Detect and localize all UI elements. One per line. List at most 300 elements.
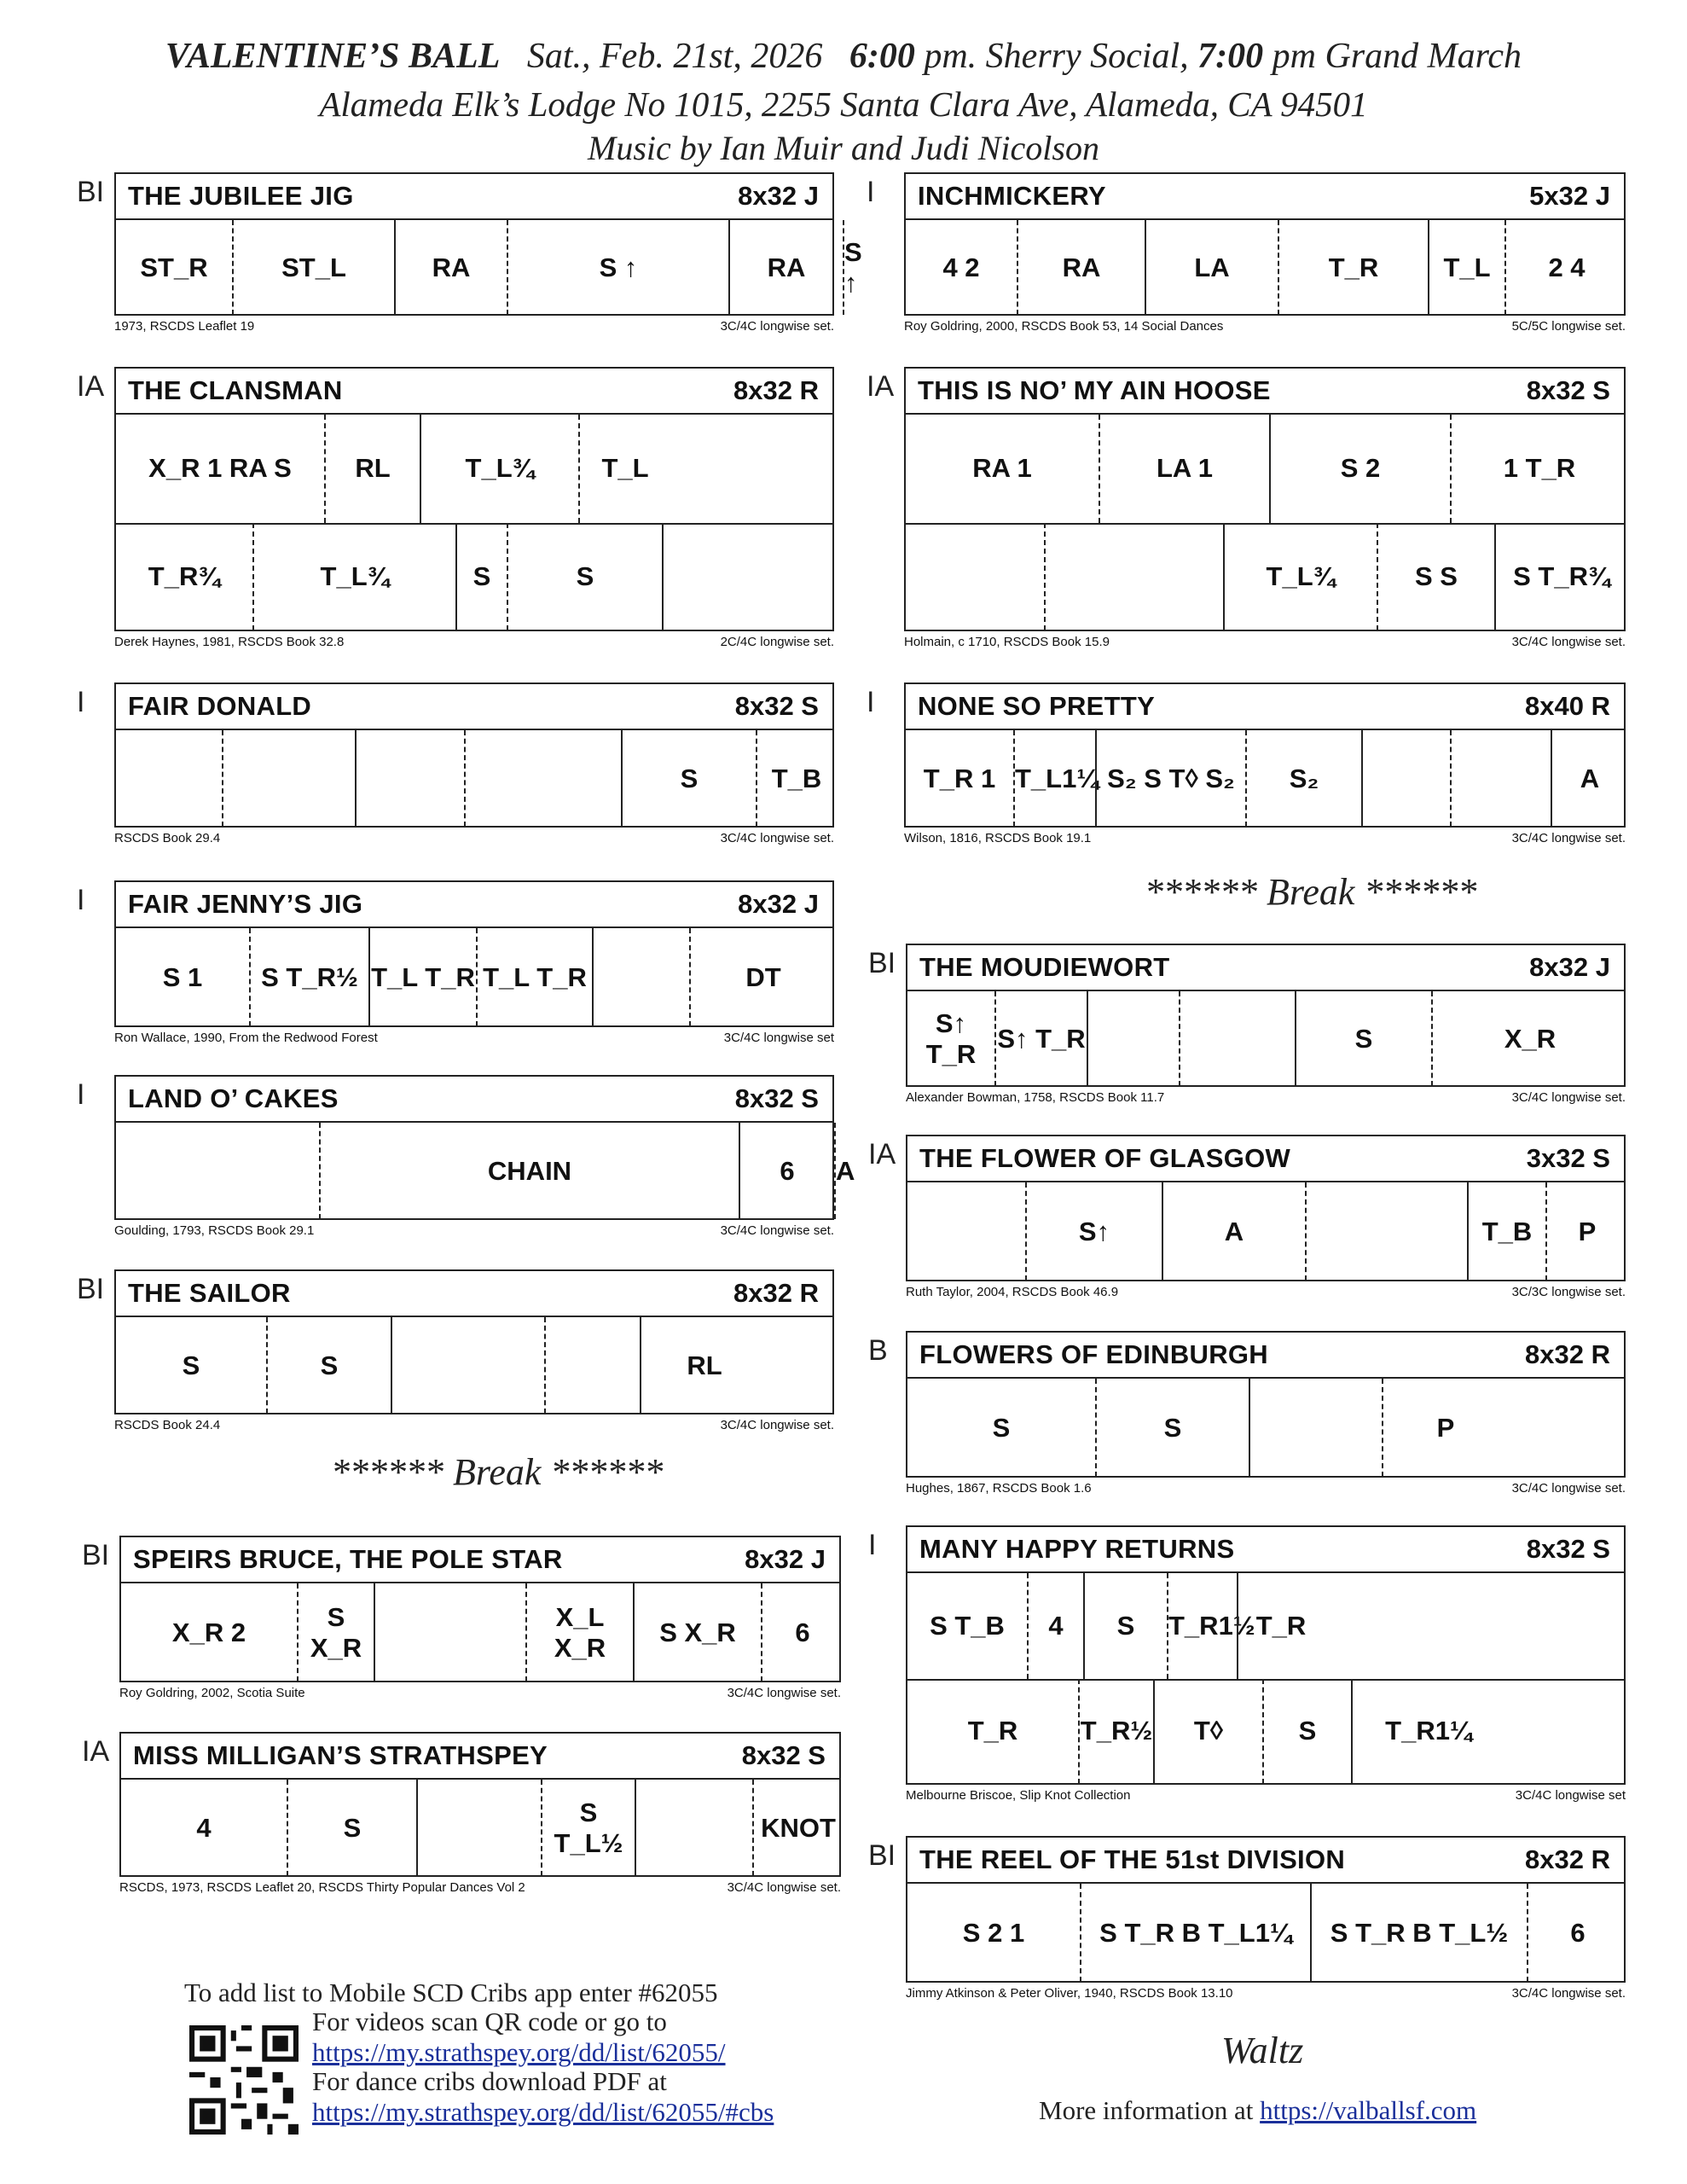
figure-cell [994, 991, 1087, 1086]
figure-symbol: RL [355, 453, 391, 484]
figure-cell [1025, 1182, 1162, 1281]
figure-row [116, 928, 832, 1026]
figure-cell [739, 1123, 834, 1219]
dance-card [868, 1836, 1626, 2003]
figure-cell [222, 730, 355, 827]
dance-formation: 8x32 R [1525, 1339, 1610, 1369]
figure-cell [297, 1583, 374, 1682]
dance-card [868, 1331, 1626, 1498]
dance-credit: Roy Goldring, 2000, RSCDS Book 53, 14 Social Dances [904, 319, 1224, 334]
dance-type-code: I [77, 686, 85, 718]
dance-formation: 8x32 S [1526, 1534, 1610, 1564]
figure-symbol: S [1116, 1610, 1135, 1641]
figure-cell [689, 928, 836, 1026]
figure-row [907, 1573, 1624, 1679]
figure-cell [906, 415, 1099, 523]
figure-row [116, 1123, 855, 1219]
figure-cell [525, 1583, 633, 1682]
event-music: Music by Ian Muir and Judi Nicolson [588, 129, 1099, 167]
dance-box [119, 1732, 841, 1877]
figure-symbol: S T_R B T_L1¼ [1099, 1917, 1292, 1948]
figure-symbol: 2 4 [1548, 252, 1586, 282]
dance-box [114, 880, 834, 1027]
dance-credit: Jimmy Atkinson & Peter Oliver, 1940, RSCDS Book 13.10 [906, 1986, 1233, 2001]
more-info [1039, 2095, 1476, 2126]
figure-symbol: CHAIN [487, 1155, 572, 1186]
dance-formation: 8x32 R [733, 375, 819, 405]
dance-credit: RSCDS Book 29.4 [114, 831, 221, 845]
figure-symbol: 4 [1048, 1610, 1064, 1641]
figure-cell [1162, 1182, 1305, 1281]
figure-cell [1351, 1679, 1504, 1785]
figure-symbol: T_R [1255, 1610, 1307, 1641]
dance-type-code: IA [867, 370, 895, 403]
figure-symbol: T_B [1481, 1216, 1533, 1246]
figure-cell [116, 415, 324, 523]
figure-symbol: X_R 2 [171, 1617, 246, 1647]
figure-symbol: S T_B [930, 1610, 1005, 1641]
dance-title: THIS IS NO’ MY AIN HOOSE [918, 375, 1271, 405]
cribs-instruction: For dance cribs download PDF at [312, 2066, 667, 2096]
figure-symbol: X_L X_R [554, 1601, 606, 1663]
dance-box [906, 1331, 1626, 1478]
figure-cell [1450, 415, 1627, 523]
dance-formation: 8x40 R [1525, 691, 1610, 721]
figure-cell [394, 220, 507, 315]
dance-card [77, 1269, 834, 1435]
figure-row [906, 415, 1624, 523]
dance-type-code: BI [82, 1539, 110, 1571]
set-type: 3C/4C longwise set [1515, 1788, 1626, 1803]
figure-cell [906, 730, 1013, 827]
figure-symbol: LA [1194, 252, 1230, 282]
figure-cell [1095, 1379, 1249, 1477]
dance-formation: 3x32 S [1526, 1143, 1610, 1173]
dance-box [114, 367, 834, 631]
figure-cell [116, 1123, 319, 1219]
figure-symbol: S↑ T_R [997, 1023, 1086, 1054]
dance-box [114, 682, 834, 828]
figure-symbol: T_L [1443, 252, 1491, 282]
figure-row [907, 1679, 1624, 1785]
dance-card [77, 172, 862, 336]
figure-cell [1527, 1884, 1627, 1982]
figure-cell [907, 1379, 1095, 1477]
figure-cell [907, 1182, 1025, 1281]
figure-cell [1249, 1379, 1382, 1477]
figure-symbol: S X_R [659, 1617, 736, 1647]
figure-row [906, 730, 1624, 827]
figure-cell [1078, 1679, 1153, 1785]
figure-cell [1361, 730, 1450, 827]
figure-cell [1237, 1573, 1324, 1679]
figure-cell [1467, 1182, 1545, 1281]
dance-card [868, 944, 1626, 1107]
figure-cell [1080, 1884, 1310, 1982]
dance-title: NONE SO PRETTY [918, 691, 1156, 721]
figure-cell [1087, 991, 1179, 1086]
dance-formation: 8x32 R [1525, 1844, 1610, 1874]
figure-symbol: S X_R [310, 1601, 362, 1663]
figure-cell [374, 1583, 525, 1682]
dance-type-code: I [77, 884, 85, 916]
figure-symbol: A [1224, 1216, 1244, 1246]
figure-row [906, 523, 1624, 631]
dance-card [867, 367, 1626, 652]
dance-type-code: IA [82, 1735, 110, 1768]
dance-credit: Hughes, 1867, RSCDS Book 1.6 [906, 1481, 1092, 1496]
dance-formation: 8x32 R [733, 1278, 819, 1308]
qr-code[interactable] [189, 2025, 299, 2135]
figure-cell [592, 928, 689, 1026]
dance-formation: 5x32 J [1529, 181, 1610, 211]
dance-title: THE FLOWER OF GLASGOW [919, 1143, 1291, 1173]
set-type: 2C/4C longwise set. [720, 635, 834, 649]
figure-symbol: T_L T_R [371, 961, 475, 992]
event-date: Sat., Feb. 21st, 2026 [526, 37, 823, 76]
dance-title: INCHMICKERY [918, 181, 1106, 211]
figure-symbol: 1 T_R [1503, 453, 1576, 484]
figure-cell [640, 1317, 768, 1414]
figure-cell [1278, 220, 1428, 315]
dance-credit: 1973, RSCDS Leaflet 19 [114, 319, 255, 334]
event-time-1-suffix: pm. Sherry Social, [924, 37, 1189, 76]
figure-cell: S ↑ [843, 220, 844, 315]
videos-link[interactable]: https://my.strathspey.org/dd/list/62055/ [312, 2037, 726, 2067]
dance-credit: RSCDS, 1973, RSCDS Leaflet 20, RSCDS Thirty Popular Dances Vol 2 [119, 1880, 525, 1895]
figure-cell [1382, 1379, 1508, 1477]
dance-box [114, 1269, 834, 1414]
figure-cell [252, 523, 455, 631]
figure-cell [1044, 523, 1223, 631]
figure-symbol: S [472, 561, 491, 591]
dance-box [906, 944, 1626, 1087]
figure-row [121, 1583, 839, 1682]
figure-cell [116, 730, 222, 827]
figure-cell [1431, 991, 1627, 1086]
dance-credit: Roy Goldring, 2002, Scotia Suite [119, 1686, 305, 1700]
dance-credit: Ron Wallace, 1990, From the Redwood Forest [114, 1031, 378, 1045]
set-type: 3C/4C longwise set. [727, 1686, 841, 1700]
dance-card [82, 1732, 841, 1897]
figure-cell [455, 523, 507, 631]
figure-symbol: P [1436, 1412, 1455, 1443]
dance-card [868, 1525, 1626, 1805]
figure-symbol: A [1580, 763, 1600, 793]
set-type: 3C/4C longwise set. [1511, 635, 1626, 649]
event-title: VALENTINE’S BALL [165, 37, 501, 76]
figure-row [116, 415, 832, 523]
dance-card [77, 682, 834, 848]
figure-row [121, 1780, 839, 1876]
figure-symbol: RA [1062, 252, 1101, 282]
figure-cell [544, 1317, 640, 1414]
dance-title: THE MOUDIEWORT [919, 952, 1170, 982]
more-info-prefix: More information at [1039, 2095, 1254, 2125]
dance-credit: Derek Haynes, 1981, RSCDS Book 32.8 [114, 635, 345, 649]
dance-box [119, 1536, 841, 1682]
dance-type-code: BI [77, 176, 105, 208]
figure-symbol: 4 [196, 1812, 212, 1843]
figure-symbol: S T_R B T_L½ [1330, 1917, 1509, 1948]
figure-row [116, 523, 832, 631]
figure-cell [1262, 1679, 1351, 1785]
figure-cell [621, 730, 756, 827]
dance-title: THE REEL OF THE 51st DIVISION [919, 1844, 1346, 1874]
figure-cell [728, 220, 843, 315]
dance-card [867, 682, 1626, 848]
figure-cell [1551, 730, 1627, 827]
figure-cell [507, 220, 728, 315]
more-info-link[interactable]: https://valballsf.com [1260, 2095, 1477, 2125]
dance-title: SPEIRS BRUCE, THE POLE STAR [133, 1544, 563, 1574]
figure-cell [1083, 1573, 1167, 1679]
dance-title: FAIR DONALD [128, 691, 312, 721]
figure-cell [1269, 415, 1450, 523]
waltz-label: Waltz [1221, 2030, 1304, 2071]
figure-cell [1099, 415, 1269, 523]
figure-cell [1377, 523, 1494, 631]
figure-cell [232, 220, 394, 315]
figure-cell [116, 523, 252, 631]
figure-symbol: S 2 1 [962, 1917, 1025, 1948]
figure-cell [121, 1583, 297, 1682]
figure-symbol: T_R [1328, 252, 1379, 282]
figure-cell [1295, 991, 1431, 1086]
dance-formation: 8x32 J [745, 1544, 826, 1574]
figure-symbol: X_R 1 RA S [148, 453, 292, 484]
set-type: 3C/4C longwise set. [1511, 1986, 1626, 2001]
figure-cell [1179, 991, 1295, 1086]
figure-row [116, 1317, 832, 1414]
set-type: 3C/4C longwise set. [720, 319, 834, 334]
dance-title: LAND O’ CAKES [128, 1083, 339, 1113]
dance-card [77, 880, 834, 1048]
figure-symbol: S↑ [1078, 1216, 1110, 1246]
set-type: 3C/3C longwise set. [1511, 1285, 1626, 1299]
figure-cell [662, 523, 764, 631]
dance-card [82, 1536, 841, 1703]
figure-symbol: S [1354, 1023, 1373, 1054]
figure-cell [907, 1679, 1078, 1785]
dance-card [77, 367, 834, 652]
dance-box [904, 682, 1626, 828]
figure-symbol: RA [432, 252, 471, 282]
figure-symbol: RA 1 [972, 453, 1032, 484]
figure-row [907, 1884, 1624, 1982]
dance-card [867, 172, 1626, 336]
figure-cell [1167, 1573, 1255, 1679]
figure-symbol: T_L¾ [465, 453, 535, 484]
dance-credit: Holmain, c 1710, RSCDS Book 15.9 [904, 635, 1110, 649]
break-label: ****** Break ****** [1145, 871, 1477, 913]
figure-cell [541, 1780, 635, 1876]
dance-type-code: BI [77, 1273, 105, 1305]
figure-symbol: T◊ [1193, 1716, 1224, 1746]
dance-box [904, 367, 1626, 631]
dance-title: THE SAILOR [128, 1278, 291, 1308]
dance-title: THE CLANSMAN [128, 375, 343, 405]
dance-type-code: I [77, 1078, 85, 1111]
figure-symbol: T_R¾ [148, 561, 221, 591]
dance-title: MANY HAPPY RETURNS [919, 1534, 1235, 1564]
figure-symbol: T_L [601, 453, 649, 484]
dance-type-code: BI [868, 1839, 896, 1872]
dance-formation: 8x32 J [1529, 952, 1610, 982]
figure-symbol: S T_R¾ [1513, 561, 1610, 591]
figure-symbol: RL [687, 1350, 722, 1380]
dance-title: MISS MILLIGAN’S STRATHSPEY [133, 1740, 548, 1770]
figure-cell [756, 730, 836, 827]
figure-cell [578, 415, 670, 523]
figure-row [116, 220, 862, 315]
figure-cell [1027, 1573, 1083, 1679]
figure-symbol: S↑ T_R [925, 1008, 977, 1069]
set-type: 3C/4C longwise set. [1511, 831, 1626, 845]
dance-formation: 8x32 S [734, 691, 819, 721]
figure-cell [907, 1884, 1080, 1982]
figure-cell [1145, 220, 1278, 315]
figure-cell [761, 1583, 843, 1682]
app-instruction: To add list to Mobile SCD Cribs app enter #62055 [184, 1978, 718, 2007]
figure-cell [355, 730, 464, 827]
figure-symbol: S [343, 1812, 362, 1843]
figure-symbol: P [1578, 1216, 1597, 1246]
figure-symbol: S [1163, 1412, 1182, 1443]
event-time-1: 6:00 [849, 37, 915, 76]
figure-cell [1450, 730, 1551, 827]
dance-card [868, 1135, 1626, 1302]
dance-title: FLOWERS OF EDINBURGH [919, 1339, 1268, 1369]
dance-box [906, 1135, 1626, 1281]
figure-cell: A [834, 1123, 836, 1219]
set-type: 3C/4C longwise set. [720, 831, 834, 845]
figure-cell [368, 928, 476, 1026]
event-time-2: 7:00 [1197, 37, 1264, 76]
dance-formation: 8x32 J [738, 889, 819, 919]
set-type: 3C/4C longwise set [723, 1031, 834, 1045]
dance-formation: 8x32 S [741, 1740, 826, 1770]
dance-formation: 8x32 J [738, 181, 819, 211]
figure-cell [416, 1780, 541, 1876]
figure-cell [635, 1780, 752, 1876]
figure-cell [1545, 1182, 1627, 1281]
figure-cell [266, 1317, 391, 1414]
set-type: 3C/4C longwise set. [727, 1880, 841, 1895]
dance-card [77, 1075, 855, 1240]
figure-cell [1017, 220, 1145, 315]
figure-cell [1013, 730, 1099, 827]
dance-credit: Melbourne Briscoe, Slip Knot Collection [906, 1788, 1131, 1803]
figure-cell [391, 1317, 544, 1414]
dance-type-code: B [868, 1334, 888, 1367]
figure-symbol: T_L¾ [320, 561, 390, 591]
dance-type-code: IA [77, 370, 105, 403]
figure-symbol: T_L T_R [483, 961, 587, 992]
figure-row [907, 1379, 1624, 1477]
break-label: ****** Break ****** [331, 1451, 664, 1493]
figure-cell [116, 928, 249, 1026]
set-type: 3C/4C longwise set. [720, 1223, 834, 1238]
dance-type-code: I [867, 686, 875, 718]
dance-formation: 8x32 S [1526, 375, 1610, 405]
figure-cell [1310, 1884, 1527, 1982]
set-type: 3C/4C longwise set. [1511, 1090, 1626, 1105]
figure-cell [319, 1123, 739, 1219]
figure-symbol: S₂ S T◊ S₂ [1107, 763, 1235, 793]
figure-symbol: S 1 [162, 961, 203, 992]
set-type: 3C/4C longwise set. [720, 1418, 834, 1432]
dance-type-code: BI [868, 947, 896, 979]
figure-symbol: DT [745, 961, 781, 992]
figure-cell [420, 415, 578, 523]
dance-credit: RSCDS Book 24.4 [114, 1418, 221, 1432]
figure-symbol: ST_R [140, 252, 208, 282]
figure-symbol: S₂ [1289, 763, 1319, 793]
figure-cell [907, 1573, 1027, 1679]
figure-symbol: RA [767, 252, 806, 282]
figure-symbol: X_R [1504, 1023, 1557, 1054]
dance-credit: Wilson, 1816, RSCDS Book 19.1 [904, 831, 1092, 845]
figure-cell [1245, 730, 1361, 827]
dance-box [114, 172, 862, 316]
figure-symbol: S T_L½ [554, 1797, 623, 1858]
dance-box [906, 1836, 1626, 1983]
dance-box [114, 1075, 855, 1220]
dance-box [904, 172, 1626, 316]
dance-formation: 8x32 S [734, 1083, 819, 1113]
figure-symbol: S [1298, 1716, 1317, 1746]
event-venue: Alameda Elk’s Lodge No 1015, 2255 Santa Clara Ave, Alameda, CA 94501 [319, 84, 1368, 124]
figure-symbol: S ↑ [599, 252, 638, 282]
figure-cell [507, 523, 662, 631]
figure-cell [906, 220, 1017, 315]
figure-cell [1095, 730, 1245, 827]
figure-symbol: T_B [771, 763, 822, 793]
videos-instruction: For videos scan QR code or go to [312, 2007, 667, 2036]
figure-cell [116, 220, 232, 315]
figure-row [116, 730, 832, 827]
figure-cell [907, 991, 994, 1086]
figure-symbol: S S [1415, 561, 1458, 591]
figure-row [907, 1182, 1624, 1281]
figure-cell [464, 730, 621, 827]
figure-symbol: S [576, 561, 594, 591]
figure-symbol: LA 1 [1156, 453, 1214, 484]
dance-box [906, 1525, 1626, 1785]
figure-cell [476, 928, 592, 1026]
dance-title: FAIR JENNY’S JIG [128, 889, 363, 919]
event-title-line [0, 36, 1687, 77]
figure-cell [116, 1317, 266, 1414]
figure-symbol: S [992, 1412, 1011, 1443]
figure-symbol: S [320, 1350, 339, 1380]
figure-symbol: 6 [1570, 1917, 1586, 1948]
event-time-2-suffix: pm Grand March [1272, 37, 1522, 76]
cribs-link[interactable]: https://my.strathspey.org/dd/list/62055/#cbs [312, 2097, 774, 2127]
figure-symbol: T_R 1 [923, 763, 996, 793]
figure-cell [906, 523, 1044, 631]
figure-row [907, 991, 1624, 1086]
dance-credit: Goulding, 1793, RSCDS Book 29.1 [114, 1223, 315, 1238]
figure-symbol: S [680, 763, 699, 793]
figure-cell [633, 1583, 761, 1682]
dance-credit: Alexander Bowman, 1758, RSCDS Book 11.7 [906, 1090, 1165, 1105]
figure-symbol: T_R½ [1080, 1716, 1153, 1746]
figure-cell [121, 1780, 287, 1876]
dance-type-code: I [868, 1529, 877, 1561]
figure-symbol: S 2 [1340, 453, 1381, 484]
